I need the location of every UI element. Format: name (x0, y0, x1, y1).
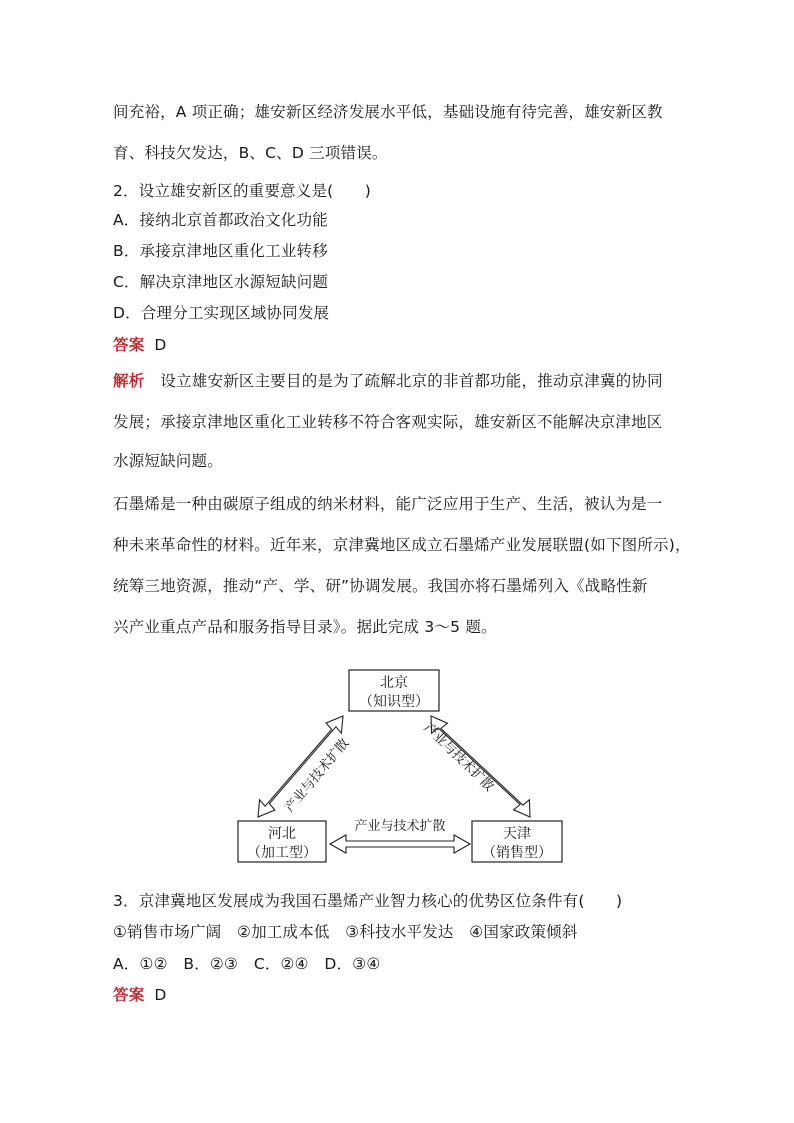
answer-value: D (154, 336, 167, 354)
q2-option-d: D．合理分工实现区域协同发展 (113, 304, 330, 322)
tianjin-name: 天津 (503, 826, 531, 842)
arrow-beijing-tianjin (431, 716, 530, 817)
q2-option-c: C．解决京津地区水源短缺问题 (113, 273, 329, 291)
passage-line-1: 石墨烯是一种由碳原子组成的纳米材料，能广泛应用于生产、生活，被认为是一 (113, 495, 663, 513)
q2-option-a: A．接纳北京首都政治文化功能 (113, 211, 328, 229)
tianjin-type: （销售型） (482, 845, 552, 861)
q3-options: A．①② B．②③ C．②④ D．③④ (113, 955, 381, 973)
label-right-arrow: 产业与技术扩散 (420, 720, 497, 795)
analysis-label: 解析 (113, 372, 145, 390)
q3-conditions: ①销售市场广阔 ②加工成本低 ③科技水平发达 ④国家政策倾斜 (113, 923, 578, 941)
label-bottom-arrow: 产业与技术扩散 (354, 819, 446, 834)
q2-analysis-line-1 (113, 371, 663, 391)
arrow-hebei-tianjin (330, 835, 470, 853)
answer-label: 答案 (113, 336, 145, 354)
passage-line-3: 统筹三地资源，推动“产、学、研”协调发展。我国亦将石墨烯列入《战略性新 (113, 577, 648, 595)
prev-analysis-line-1: 间充裕，A 项正确；雄安新区经济发展水平低，基础设施有待完善，雄安新区教 (113, 103, 663, 121)
hebei-type: （加工型） (247, 845, 317, 861)
question-2: 2．设立雄安新区的重要意义是( ) (113, 182, 372, 200)
passage-line-4: 兴产业重点产品和服务指导目录》。据此完成 3～5 题。 (113, 618, 497, 636)
passage-line-2: 种未来革命性的材料。近年来，京津冀地区成立石墨烯产业发展联盟(如下图所示)， (113, 536, 691, 554)
label-left-arrow: 产业与技术扩散 (282, 736, 353, 816)
answer-label: 答案 (113, 986, 145, 1004)
q2-answer (113, 335, 167, 355)
q2-analysis-line-2: 发展；承接京津地区重化工业转移不符合客观实际，雄安新区不能解决京津地区 (113, 413, 663, 431)
q2-analysis-line-3: 水源短缺问题。 (113, 452, 223, 470)
q3-answer (113, 985, 167, 1005)
beijing-name: 北京 (380, 675, 408, 691)
q2-option-b: B．承接京津地区重化工业转移 (113, 242, 328, 260)
hebei-name: 河北 (268, 826, 296, 842)
answer-value: D (154, 986, 167, 1004)
question-3: 3．京津冀地区发展成为我国石墨烯产业智力核心的优势区位条件有( ) (113, 892, 623, 910)
beijing-type: （知识型） (359, 694, 429, 710)
graphene-alliance-diagram (236, 664, 566, 868)
analysis-text-1: 设立雄安新区主要目的是为了疏解北京的非首都功能，推动京津冀的协同 (160, 372, 663, 390)
prev-analysis-line-2: 育、科技欠发达，B、C、D 三项错误。 (113, 144, 388, 162)
